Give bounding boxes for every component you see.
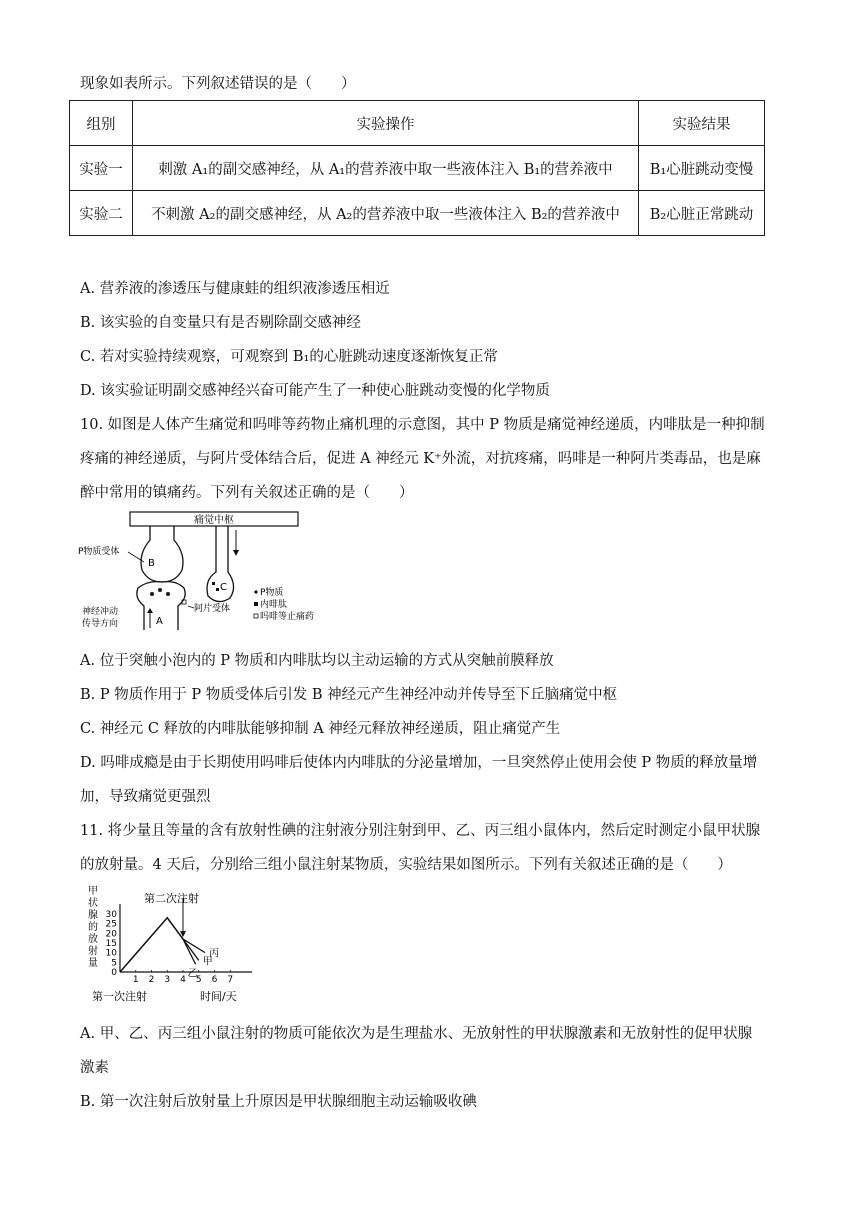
neuron-c-label: C — [220, 582, 227, 593]
y-label-char: 量 — [88, 958, 98, 969]
y-tick-label: 0 — [111, 968, 117, 978]
direction-label-1: 神经冲动 — [82, 607, 119, 617]
y-label-char: 放 — [88, 934, 98, 945]
neuron-a-label: A — [156, 616, 163, 627]
x-tick-label: 6 — [211, 975, 218, 985]
x-tick-label: 4 — [180, 975, 186, 985]
q11-option-a: A. 甲、乙、丙三组小鼠注射的物质可能依次为是生理盐水、无放射性的甲状腺激素和无放射性的促甲状腺 — [80, 1026, 753, 1042]
endorphin-mark — [212, 582, 215, 585]
q9-option-a: A. 营养液的渗透压与健康蛙的组织液渗透压相近 — [80, 281, 390, 297]
table-cell: B₂心脏正常跳动 — [639, 191, 765, 236]
plot-area — [106, 898, 252, 985]
table-header-row — [70, 101, 765, 146]
series-label: 甲 — [202, 956, 213, 968]
intro-text: 现象如表所示。下列叙述错误的是（ ） — [80, 76, 356, 92]
table-cell: 实验二 — [70, 191, 133, 236]
q10-option-a: A. 位于突触小泡内的 P 物质和内啡肽均以主动运输的方式从突触前膜释放 — [80, 653, 554, 669]
x-axis-label: 时间/天 — [200, 990, 237, 1003]
x-tick-label: 3 — [164, 975, 171, 985]
c-direction-arrowhead — [233, 550, 239, 556]
table-cell: B₁心脏跳动变慢 — [639, 146, 765, 191]
legend-endorphin-label: 内啡肽 — [260, 600, 288, 610]
table-cell: 不刺激 A₂的副交感神经，从 A₂的营养液中取一些液体注入 B₂的营养液中 — [133, 191, 639, 236]
q9-option-d: D. 该实验证明副交感神经兴奋可能产生了一种使心脏跳动变慢的化学物质 — [80, 383, 550, 399]
neuron-b-outline — [141, 526, 183, 582]
y-label-char: 射 — [88, 946, 98, 957]
pain-mechanism-diagram — [78, 510, 318, 636]
y-label-char: 的 — [88, 922, 98, 933]
header-result: 实验结果 — [639, 101, 765, 146]
legend-p-label: P物质 — [260, 588, 284, 598]
first-injection-label: 第一次注射 — [92, 990, 147, 1003]
header-group: 组别 — [70, 101, 133, 146]
p-receptor-label: P物质受体 — [78, 547, 120, 557]
endorphin-mark — [216, 588, 219, 591]
table-row — [70, 146, 765, 191]
legend-p-marker — [254, 590, 257, 593]
q10-option-d: D. 吗啡成瘾是由于长期使用吗啡后使体内内啡肽的分泌量增加，一旦突然停止使用会使 P 物质的释放量增 — [80, 755, 758, 771]
q11-option-a-cont: 激素 — [80, 1060, 109, 1076]
experiment-table — [69, 100, 765, 236]
y-tick-label: 5 — [111, 958, 117, 969]
direction-arrowhead — [147, 608, 153, 613]
p-substance-dot — [150, 592, 154, 596]
header-operation: 实验操作 — [133, 101, 639, 146]
x-tick-label: 1 — [132, 975, 139, 985]
q10-stem-line: 醉中常用的镇痛药。下列有关叙述正确的是（ ） — [80, 485, 414, 501]
y-tick-label: 25 — [105, 919, 117, 930]
legend-morphine-label: 吗啡等止痛药 — [260, 612, 315, 622]
q10-option-c: C. 神经元 C 释放的内啡肽能够抑制 A 神经元释放神经递质，阻止痛觉产生 — [80, 721, 561, 737]
q11-stem-line: 的放射量。4 天后，分别给三组小鼠注射某物质，实验结果如图所示。下列有关叙述正确的是（ ） — [80, 857, 732, 873]
q9-option-c: C. 若对实验持续观察，可观察到 B₁的心脏跳动速度逐渐恢复正常 — [80, 349, 498, 365]
q10-stem-line: 10. 如图是人体产生痛觉和吗啡等药物止痛机理的示意图，其中 P 物质是痛觉神经递质，内啡肽是一种抑制 — [80, 417, 765, 433]
pain-center-label: 痛觉中枢 — [194, 515, 234, 526]
x-tick-label: 5 — [195, 975, 202, 985]
y-tick-label: 30 — [105, 909, 117, 920]
q9-option-b: B. 该实验的自变量只有是否剔除副交感神经 — [80, 315, 361, 331]
y-label-char: 甲 — [88, 886, 98, 897]
radioactivity-chart — [82, 882, 262, 1006]
q10-option-b: B. P 物质作用于 P 物质受体后引发 B 神经元产生神经冲动并传导至下丘脑痛觉中枢 — [80, 687, 618, 703]
legend-morphine-marker — [254, 614, 258, 618]
legend-endorphin-marker — [254, 602, 258, 606]
neuron-b-label: B — [148, 558, 155, 569]
q10-option-d-cont: 加，导致痛觉更强烈 — [80, 789, 211, 805]
series-line — [120, 918, 205, 972]
p-substance-dot — [158, 588, 162, 592]
opioid-receptor-label: 阿片受体 — [194, 604, 231, 614]
y-label-char: 腺 — [88, 910, 98, 921]
p-substance-dot — [166, 592, 170, 596]
x-tick-label: 7 — [227, 975, 234, 985]
table-cell: 刺激 A₁的副交感神经，从 A₁的营养液中取一些液体注入 B₁的营养液中 — [133, 146, 639, 191]
table-row — [70, 191, 765, 236]
y-tick-label: 10 — [105, 948, 117, 959]
series-line — [120, 918, 196, 972]
series-label: 丙 — [209, 948, 220, 960]
q11-stem-line: 11. 将少量且等量的含有放射性碘的注射液分别注射到甲、乙、丙三组小鼠体内，然后定时测定小鼠甲状腺 — [80, 823, 761, 839]
y-tick-label: 15 — [105, 938, 117, 949]
table-cell: 实验一 — [70, 146, 133, 191]
y-tick-label: 20 — [105, 929, 117, 940]
q10-stem-line: 疼痛的神经递质，与阿片受体结合后，促进 A 神经元 K⁺外流，对抗疼痛，吗啡是一种阿片类毒品，也是麻 — [80, 451, 761, 467]
x-tick-label: 2 — [148, 975, 155, 985]
direction-label-2: 传导方向 — [82, 619, 119, 629]
q11-option-b: B. 第一次注射后放射量上升原因是甲状腺细胞主动运输吸收碘 — [80, 1094, 477, 1110]
series-label: 乙 — [187, 968, 198, 980]
second-injection-label: 第二次注射 — [144, 892, 199, 905]
y-label-char: 状 — [88, 898, 98, 909]
